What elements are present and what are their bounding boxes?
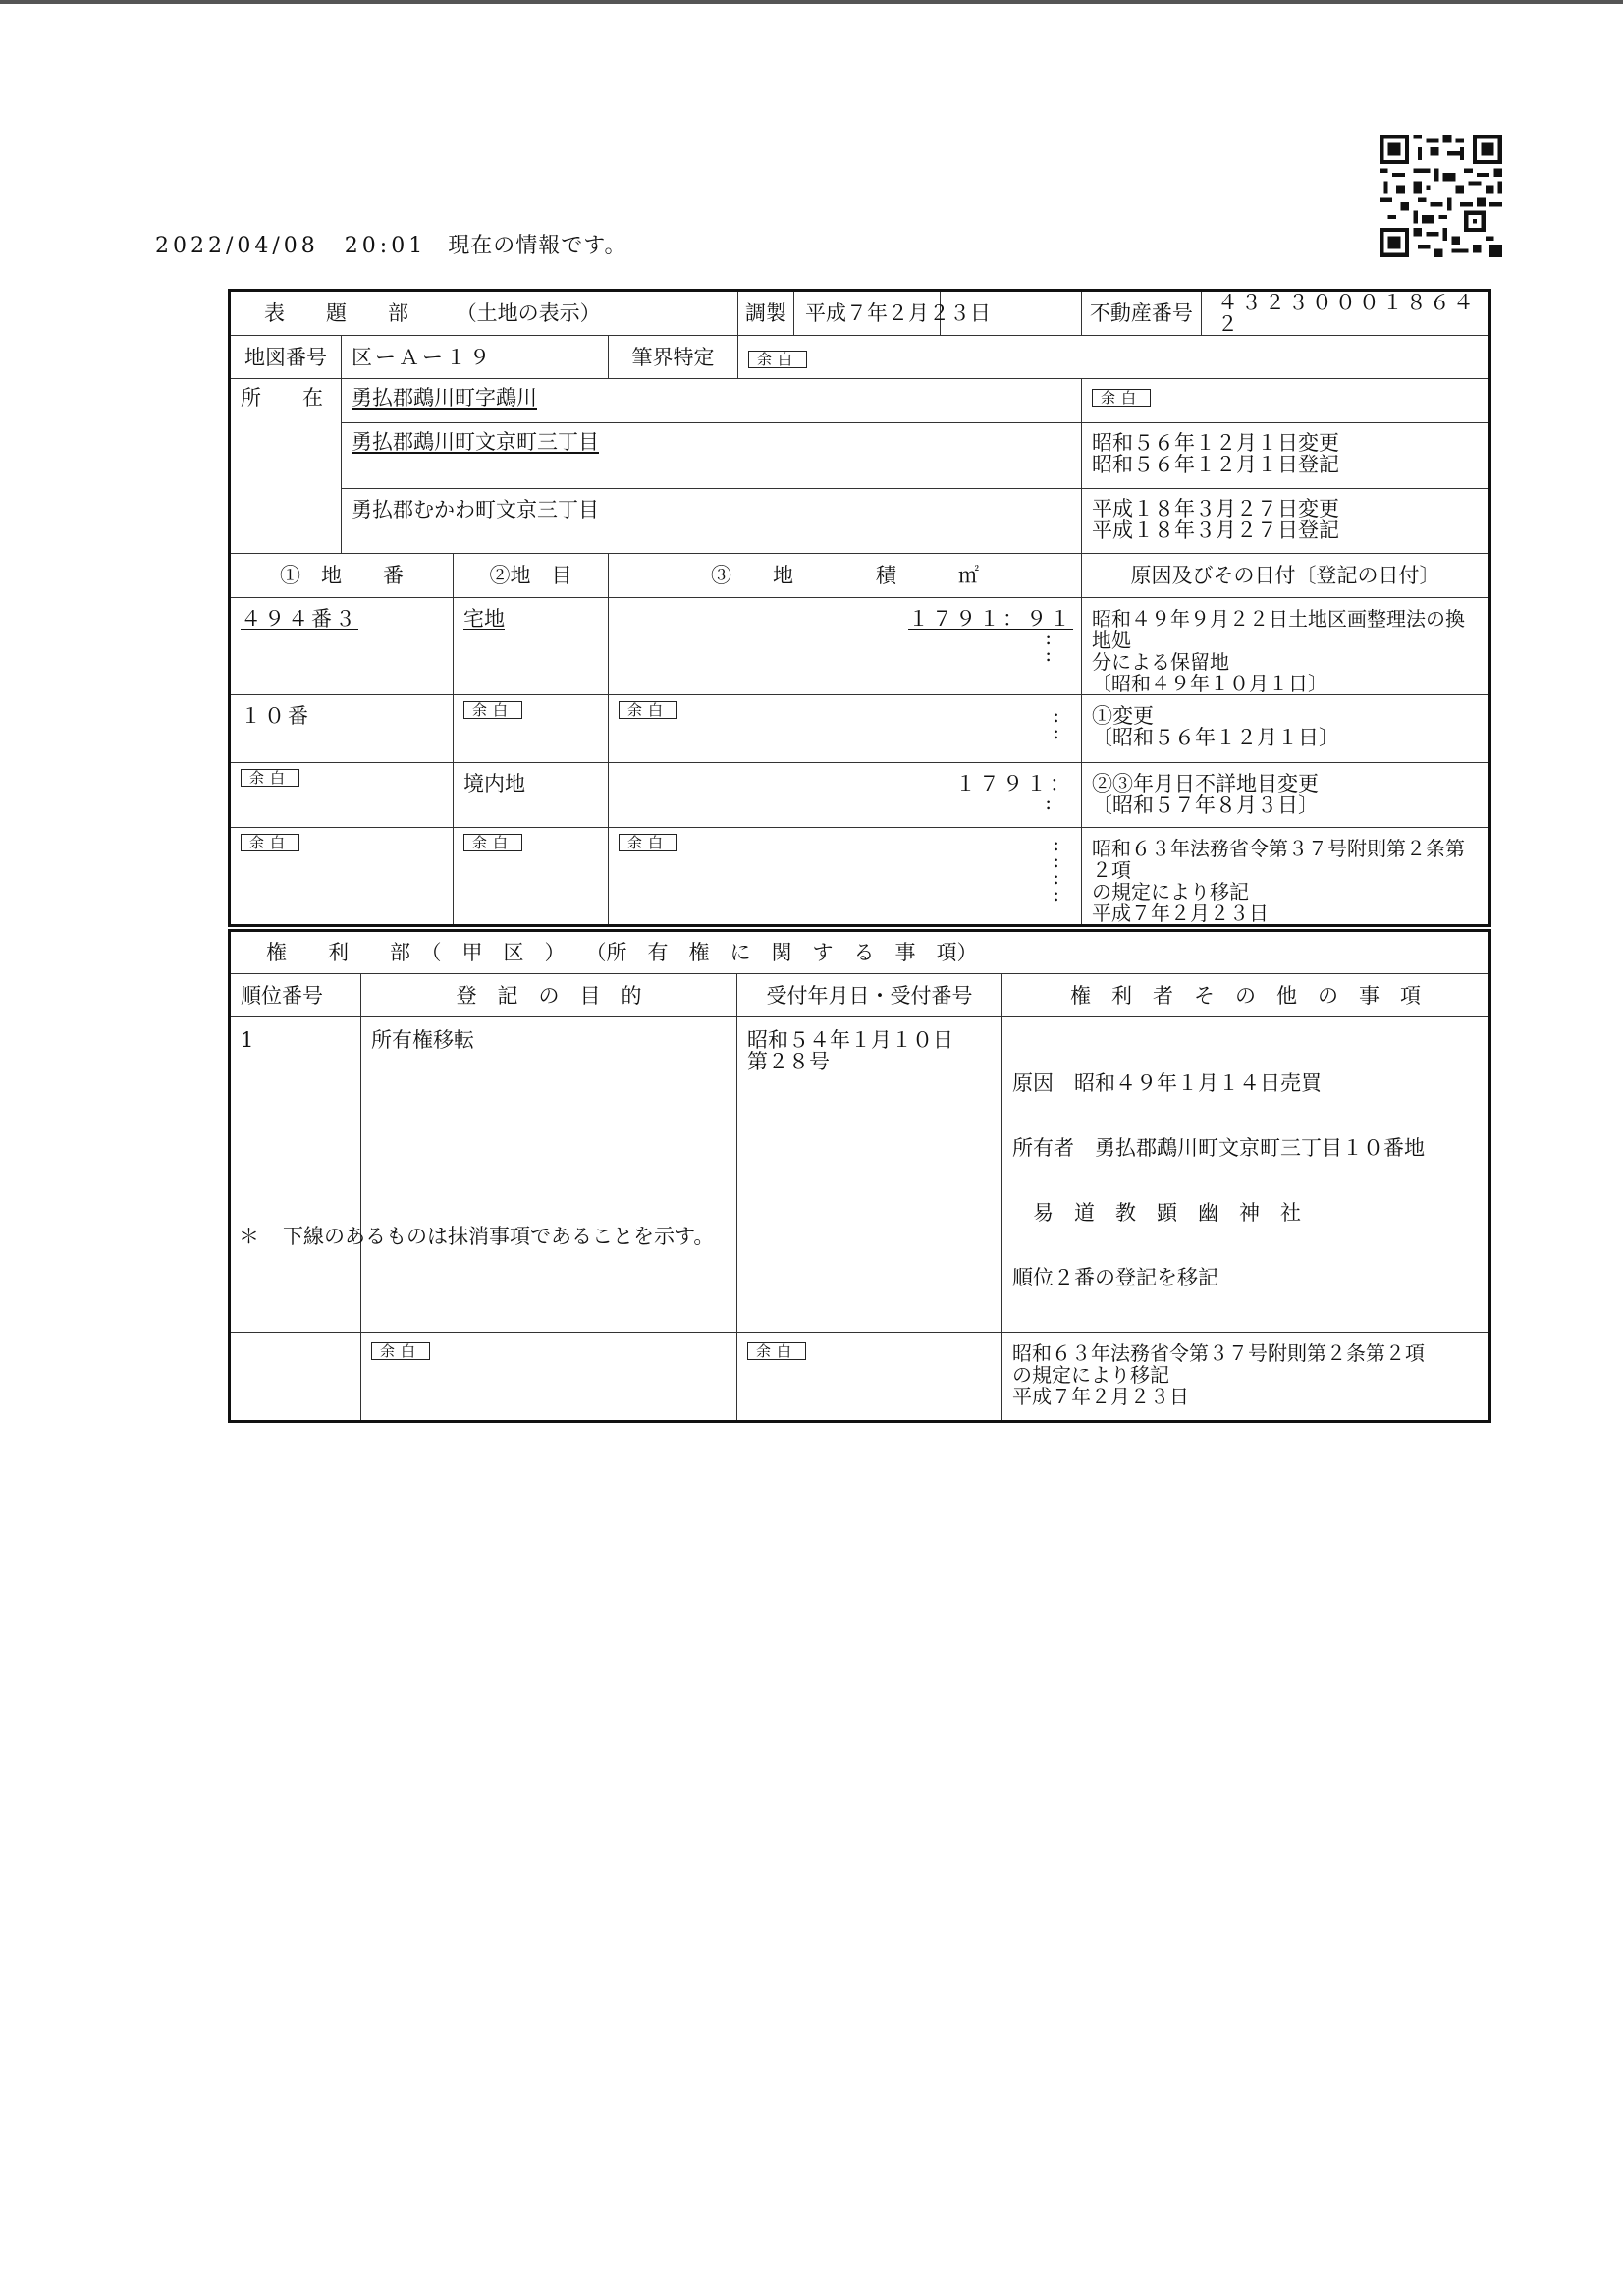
print-datetime: 2022/04/08 20:01 (155, 234, 427, 258)
cause-cell (1082, 598, 1490, 695)
realty-no: ４３２３０００１８６４２ (1217, 291, 1477, 336)
column-rank: 順位番号 (230, 974, 361, 1017)
footnote-mark: ＊ (239, 1225, 259, 1248)
holder-line: 所有者 勇払郡鵡川町文京町三丁目１０番地 (1012, 1136, 1425, 1160)
holder-cell (1002, 1017, 1490, 1333)
received-cell (737, 1333, 1002, 1422)
document-header (155, 229, 626, 259)
cause-line: ①変更 (1092, 704, 1155, 728)
cause-cell (1082, 828, 1490, 926)
footnote-text: 下線のあるものは抹消事項であることを示す。 (283, 1225, 715, 1248)
lot-cell (230, 763, 454, 828)
land-category: 宅地 (463, 607, 505, 630)
made-label: 調製 (738, 292, 794, 335)
received-date: 昭和５４年１月１０日 (747, 1028, 953, 1052)
column-purpose: 登 記 の 目 的 (361, 974, 737, 1017)
boundary-value: 余白 (748, 351, 807, 368)
realty-no-label: 不動産番号 (1082, 292, 1202, 335)
area-cell (609, 598, 1082, 695)
location-note-3 (1082, 489, 1490, 554)
column-lot: ① 地 番 (230, 554, 454, 598)
received-cell (737, 1017, 1002, 1333)
area-colon-dots: : : : : (1053, 832, 1060, 905)
location-registered: 昭和５６年１２月１日登記 (1092, 453, 1340, 476)
rank-cell: 1 (230, 1017, 361, 1333)
holder-line: 昭和６３年法務省令第３７号附則第２条第２項 (1012, 1341, 1425, 1365)
title-heading-cell (230, 291, 738, 336)
location-note: 余白 (1092, 389, 1151, 407)
holder-cell (1002, 1333, 1490, 1422)
location-row-3 (342, 489, 1082, 554)
cause-line: ②③年月日不詳地目変更 (1092, 772, 1320, 795)
category-cell (454, 763, 609, 828)
cause-line: 平成７年２月２３日 (1092, 902, 1270, 925)
boundary-label: 筆界特定 (609, 336, 738, 379)
made-date: 平成７年２月２３日 (805, 301, 992, 325)
area-cell (609, 695, 1082, 763)
land-area: 余白 (619, 834, 677, 851)
location-address: 勇払郡鵡川町字鵡川 (352, 386, 537, 410)
rights-heading: 権 利 部 （ 甲 区 ） （所 有 権 に 関 す る 事 項） (230, 931, 1490, 974)
lot-number: ４９４番３ (241, 607, 358, 630)
received-blank: 余白 (747, 1342, 806, 1360)
location-address: 勇払郡鵡川町文京町三丁目 (352, 430, 599, 454)
cause-line: の規定により移記 (1092, 880, 1250, 903)
title-section-table (228, 289, 1491, 927)
purpose-cell: 所有権移転 (361, 1017, 737, 1333)
received-number: 第２８号 (747, 1050, 830, 1073)
column-category: ②地 目 (454, 554, 609, 598)
location-label: 所 在 (230, 379, 342, 554)
purpose-cell (361, 1333, 737, 1422)
cause-line: 〔昭和４９年１０月１日〕 (1092, 672, 1328, 695)
lot-cell (230, 828, 454, 926)
location-row-1 (342, 379, 1082, 423)
cause-cell (1082, 763, 1490, 828)
lot-cell (230, 598, 454, 695)
map-no: 区ーＡー１９ (342, 336, 609, 379)
location-note-2 (1082, 423, 1490, 489)
title-heading: 表 題 部 (264, 301, 408, 325)
lot-cell (230, 695, 454, 763)
location-address: 勇払郡むかわ町文京三丁目 (352, 498, 599, 521)
scan-edge (0, 0, 1623, 4)
column-received: 受付年月日・受付番号 (737, 974, 1002, 1017)
cause-line: 分による保留地 (1092, 650, 1230, 674)
location-row-2 (342, 423, 1082, 489)
holder-line: 平成７年２月２３日 (1012, 1385, 1189, 1408)
category-cell (454, 695, 609, 763)
column-holder: 権 利 者 そ の 他 の 事 項 (1002, 974, 1490, 1017)
cause-cell (1082, 695, 1490, 763)
footnote (239, 1221, 714, 1250)
boundary-value-cell (738, 336, 1490, 379)
land-category: 余白 (463, 701, 522, 719)
title-heading-sub: （土地の表示） (456, 301, 601, 325)
location-registered: 平成１８年３月２７日登記 (1092, 519, 1340, 542)
column-area: ③ 地 積 ㎡ (609, 554, 1082, 598)
location-note-1 (1082, 379, 1490, 423)
area-colon-dots: : (1045, 791, 1053, 814)
lot-number: １０番 (241, 704, 311, 728)
category-cell (454, 598, 609, 695)
made-date-cell (805, 291, 1082, 336)
land-area: １７９１： (955, 772, 1074, 795)
lot-number: 余白 (241, 834, 299, 851)
qr-code-icon (1379, 135, 1503, 257)
land-area: 余白 (619, 701, 677, 719)
current-info-note: 現在の情報です。 (448, 234, 627, 258)
rights-section-table (228, 929, 1491, 1423)
location-change: 昭和５６年１２月１日変更 (1092, 431, 1340, 455)
land-category: 余白 (463, 834, 522, 851)
cause-line: 〔昭和５７年８月３日〕 (1092, 793, 1320, 817)
holder-line: の規定により移記 (1012, 1363, 1169, 1387)
category-cell (454, 828, 609, 926)
area-cell (609, 828, 1082, 926)
area-colon-dots: : : (1045, 626, 1053, 666)
purpose-blank: 余白 (371, 1342, 430, 1360)
holder-line: 順位２番の登記を移記 (1012, 1266, 1218, 1289)
cause-line: 昭和４９年９月２２日土地区画整理法の換地処 (1092, 607, 1466, 652)
land-area: １７９１：９１ (908, 607, 1074, 630)
area-colon-dots: : : (1053, 703, 1060, 743)
cause-line: 〔昭和５６年１２月１日〕 (1092, 726, 1340, 749)
lot-number: 余白 (241, 769, 299, 787)
column-cause: 原因及びその日付〔登記の日付〕 (1082, 554, 1490, 598)
land-category: 境内地 (463, 772, 525, 795)
realty-no-cell (1082, 291, 1490, 336)
location-change: 平成１８年３月２７日変更 (1092, 497, 1340, 520)
cause-line: 昭和６３年法務省令第３７号附則第２条第２項 (1092, 837, 1466, 882)
rank-cell (230, 1333, 361, 1422)
holder-line: 原因 昭和４９年１月１４日売買 (1012, 1071, 1322, 1095)
map-no-label: 地図番号 (230, 336, 342, 379)
area-cell (609, 763, 1082, 828)
holder-line: 易 道 教 顕 幽 神 社 (1012, 1201, 1301, 1225)
